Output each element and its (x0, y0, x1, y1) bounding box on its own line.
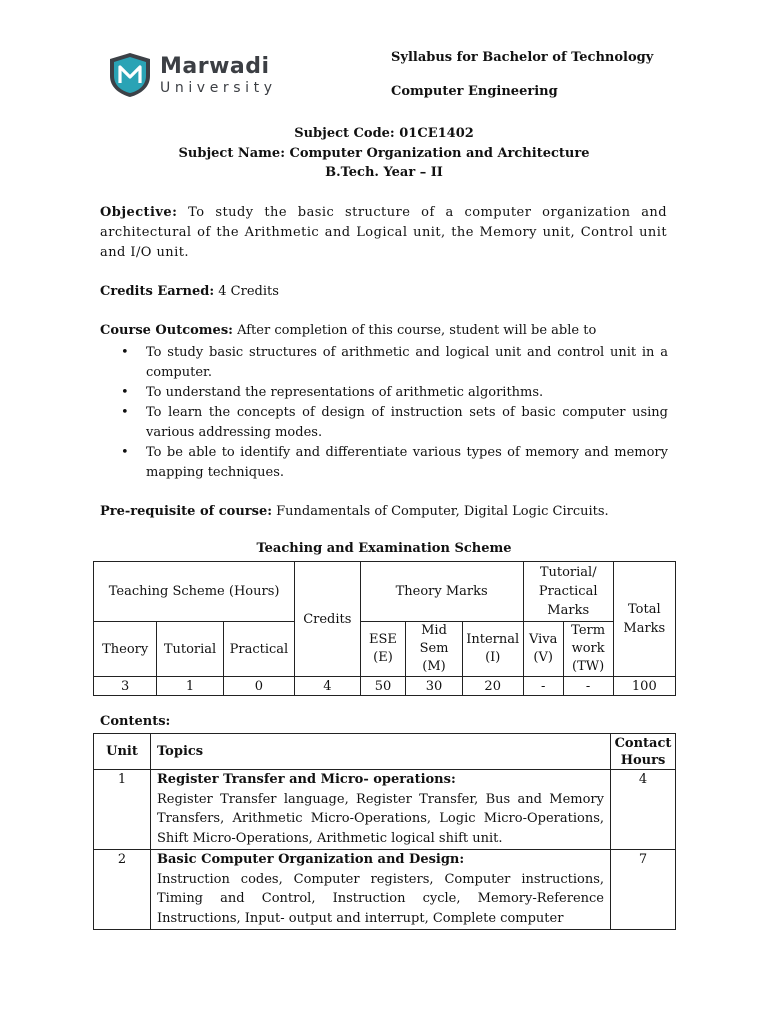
mid-sem-value: 30 (406, 677, 462, 696)
prereq-label: Pre-requisite of course: (100, 504, 273, 519)
practical-header: Practical (223, 622, 294, 677)
term-work-value: - (563, 677, 613, 696)
logo-line2: University (160, 79, 277, 96)
total-marks-header: Total Marks (613, 562, 675, 677)
list-item: • To learn the concepts of design of instruction sets of basic computer using various addressing modes. (100, 403, 668, 443)
unit-number: 2 (94, 850, 151, 930)
outcomes-label: Course Outcomes: (100, 323, 233, 338)
tutorial-practical-header: Tutorial/ Practical Marks (523, 562, 613, 622)
internal-value: 20 (462, 677, 523, 696)
scheme-caption: Teaching and Examination Scheme (256, 541, 512, 556)
topic-title: Register Transfer and Micro- operations: (157, 772, 456, 787)
credits-label: Credits Earned: (100, 284, 215, 299)
subject-code: Subject Code: 01CE1402 (294, 126, 474, 141)
internal-header: Internal (I) (462, 622, 523, 677)
university-logo (108, 52, 277, 98)
theory-marks-header: Theory Marks (360, 562, 523, 622)
viva-header: Viva (V) (523, 622, 563, 677)
subject-year: B.Tech. Year – II (325, 165, 443, 180)
theory-value: 3 (94, 677, 157, 696)
contact-hours: 7 (611, 850, 676, 930)
mid-sem-header: Mid Sem (M) (406, 622, 462, 677)
topic-title: Basic Computer Organization and Design: (157, 852, 465, 867)
prereq-text: Fundamentals of Computer, Digital Logic Circuits. (272, 504, 609, 519)
credits-header: Credits (295, 562, 360, 677)
ese-value: 50 (360, 677, 406, 696)
table-row (94, 770, 676, 850)
unit-number: 1 (94, 770, 151, 850)
total-marks-value: 100 (613, 677, 675, 696)
topic-body: Register Transfer language, Register Transfer, Bus and Memory Transfers, Arithmetic Micro-Operations, Logic Micro-Operations, Shift Micro-Operations, Arithmetic logical shift unit. (157, 791, 604, 846)
outcomes-list (100, 343, 668, 483)
contents-label: Contents: (100, 714, 171, 729)
tutorial-header: Tutorial (157, 622, 223, 677)
topic-body: Instruction codes, Computer registers, Computer instructions, Timing and Control, Instruction cycle, Memory-Reference Instructions, Input- output and interrupt, Complete computer (157, 871, 604, 926)
table-row (94, 850, 676, 930)
teaching-scheme-header: Teaching Scheme (Hours) (94, 562, 295, 622)
hours-header: Contact Hours (611, 734, 676, 770)
term-work-header: Term work (TW) (563, 622, 613, 677)
department-name: Computer Engineering (391, 84, 558, 99)
contents-table (93, 733, 676, 930)
shield-logo-icon (108, 52, 152, 98)
ese-header: ESE (E) (360, 622, 406, 677)
subject-name: Subject Name: Computer Organization and Architecture (178, 146, 590, 161)
scheme-table (93, 561, 676, 696)
theory-header: Theory (94, 622, 157, 677)
topic-cell (151, 850, 611, 930)
list-item: • To understand the representations of arithmetic algorithms. (100, 383, 668, 403)
objective-label: Objective: (100, 205, 178, 220)
course-outcomes-intro (100, 321, 700, 341)
tutorial-value: 1 (157, 677, 223, 696)
credits-value: 4 (295, 677, 360, 696)
unit-header: Unit (94, 734, 151, 770)
viva-value: - (523, 677, 563, 696)
prerequisite (100, 502, 700, 522)
list-item: • To be able to identify and differentiate various types of memory and memory mapping techniques. (100, 443, 668, 483)
contact-hours: 4 (611, 770, 676, 850)
credits-text: 4 Credits (214, 284, 279, 299)
credits-earned (100, 282, 667, 302)
objective (100, 203, 667, 263)
practical-value: 0 (223, 677, 294, 696)
topics-header: Topics (151, 734, 611, 770)
syllabus-title: Syllabus for Bachelor of Technology (391, 50, 654, 65)
objective-text: To study the basic structure of a computer organization and architectural of the Arithmetic and Logical unit, the Memory unit, Control unit and I/O unit. (100, 205, 667, 260)
topic-cell (151, 770, 611, 850)
logo-line1: Marwadi (160, 53, 270, 79)
outcomes-text: After completion of this course, student will be able to (232, 323, 597, 338)
list-item: • To study basic structures of arithmetic and logical unit and control unit in a computer. (100, 343, 668, 383)
